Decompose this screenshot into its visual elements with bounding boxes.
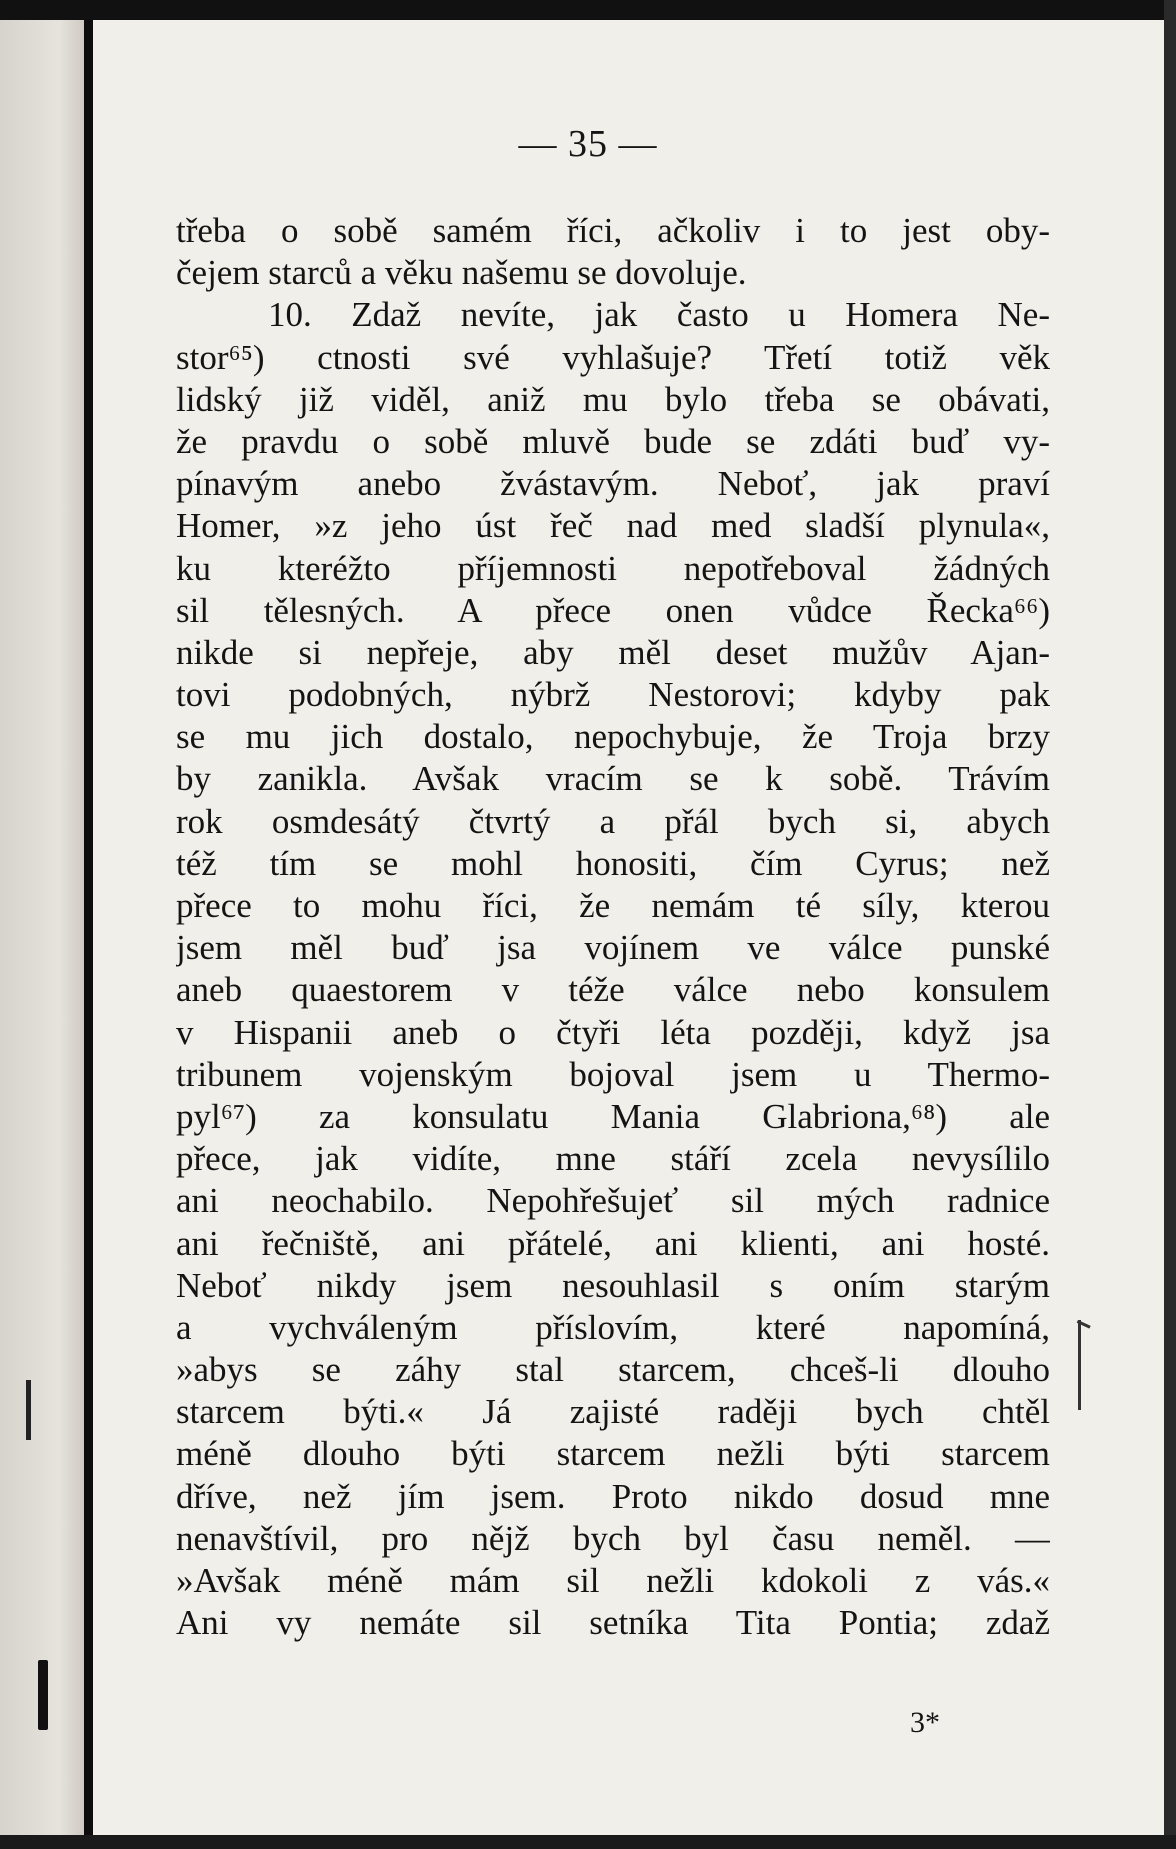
text-line: Homer, »z jeho úst řeč nad med sladší plynula«,: [176, 506, 1050, 546]
text-line: ani řečniště, ani přátelé, ani klienti, ani hosté.: [176, 1223, 1050, 1263]
text-line: v Hispanii aneb o čtyři léta později, když jsa: [176, 1012, 1050, 1052]
text-line: tribunem vojenským bojoval jsem u Thermo-: [176, 1054, 1050, 1094]
left-page-edge: [0, 0, 84, 1849]
text-line: pínavým anebo žvástavým. Neboť, jak praví: [176, 464, 1050, 504]
text-line: Ani vy nemáte sil setníka Tita Pontia; zdaž: [176, 1603, 1050, 1643]
text-line: že pravdu o sobě mluvě bude se zdáti buď vy-: [176, 421, 1050, 461]
text-line: třeba o sobě samém říci, ačkoliv i to jest oby-: [176, 211, 1050, 250]
bottom-scan-border: [0, 1835, 1176, 1849]
text-line: sil tělesných. A přece onen vůdce Řecka⁶⁶): [176, 590, 1050, 630]
text-line: Neboť nikdy jsem nesouhlasil s oním starým: [176, 1265, 1050, 1305]
body-text: [176, 210, 1050, 1644]
text-line: přece to mohu říci, že nemám té síly, kterou: [176, 886, 1050, 925]
text-line: dříve, než jím jsem. Proto nikdo dosud mne: [176, 1476, 1050, 1516]
text-line: se mu jich dostalo, nepochybuje, že Troja brzy: [176, 717, 1050, 757]
margin-mark: [38, 1660, 48, 1730]
top-scan-border: [0, 0, 1176, 20]
text-line: jsem měl buď jsa vojínem ve válce punské: [176, 928, 1050, 968]
text-line: 10. Zdaž nevíte, jak často u Homera Ne-: [268, 295, 1050, 335]
text-line: »Avšak méně mám sil nežli kdokoli z vás.«: [176, 1561, 1050, 1600]
text-line: stor⁶⁵) ctnosti své vyhlašuje? Třetí totiž věk: [176, 337, 1050, 377]
book-spine-shadow: [84, 0, 93, 1849]
text-line: nikde si nepřeje, aby měl deset mužův Ajan-: [176, 632, 1050, 672]
text-line: též tím se mohl honositi, čím Cyrus; než: [176, 843, 1050, 883]
printer-signature-mark: 3*: [910, 1706, 940, 1739]
text-line: ani neochabilo. Nepohřešujeť sil mých radnice: [176, 1181, 1050, 1221]
margin-bracket-mark: [1078, 1320, 1081, 1410]
text-line: pyl⁶⁷) za konsulatu Mania Glabriona,⁶⁸) ale: [176, 1096, 1050, 1136]
text-line: »abys se záhy stal starcem, chceš-li dlouho: [176, 1350, 1050, 1390]
text-line: a vychváleným příslovím, které napomíná,: [176, 1307, 1050, 1347]
text-line: aneb quaestorem v téže válce nebo konsulem: [176, 970, 1050, 1010]
text-line: nenavštívil, pro nějž bych byl času neměl. —: [176, 1518, 1050, 1558]
text-line: by zanikla. Avšak vracím se k sobě. Trávím: [176, 759, 1050, 799]
text-line: méně dlouho býti starcem nežli býti starcem: [176, 1434, 1050, 1474]
page-number: — 35 —: [518, 123, 658, 165]
right-scan-border: [1164, 0, 1176, 1849]
text-line: ku kteréžto příjemnosti nepotřeboval žádných: [176, 548, 1050, 588]
margin-mark: [26, 1380, 31, 1440]
text-line: lidský již viděl, aniž mu bylo třeba se obávati,: [176, 379, 1050, 419]
text-line: starcem býti.« Já zajisté raději bych chtěl: [176, 1392, 1050, 1432]
text-line: čejem starců a věku našemu se dovoluje.: [176, 253, 747, 293]
text-line: rok osmdesátý čtvrtý a přál bych si, abych: [176, 801, 1050, 841]
text-line: tovi podobných, nýbrž Nestorovi; kdyby pak: [176, 675, 1050, 715]
text-line: přece, jak vidíte, mne stáří zcela nevysílilo: [176, 1139, 1050, 1179]
